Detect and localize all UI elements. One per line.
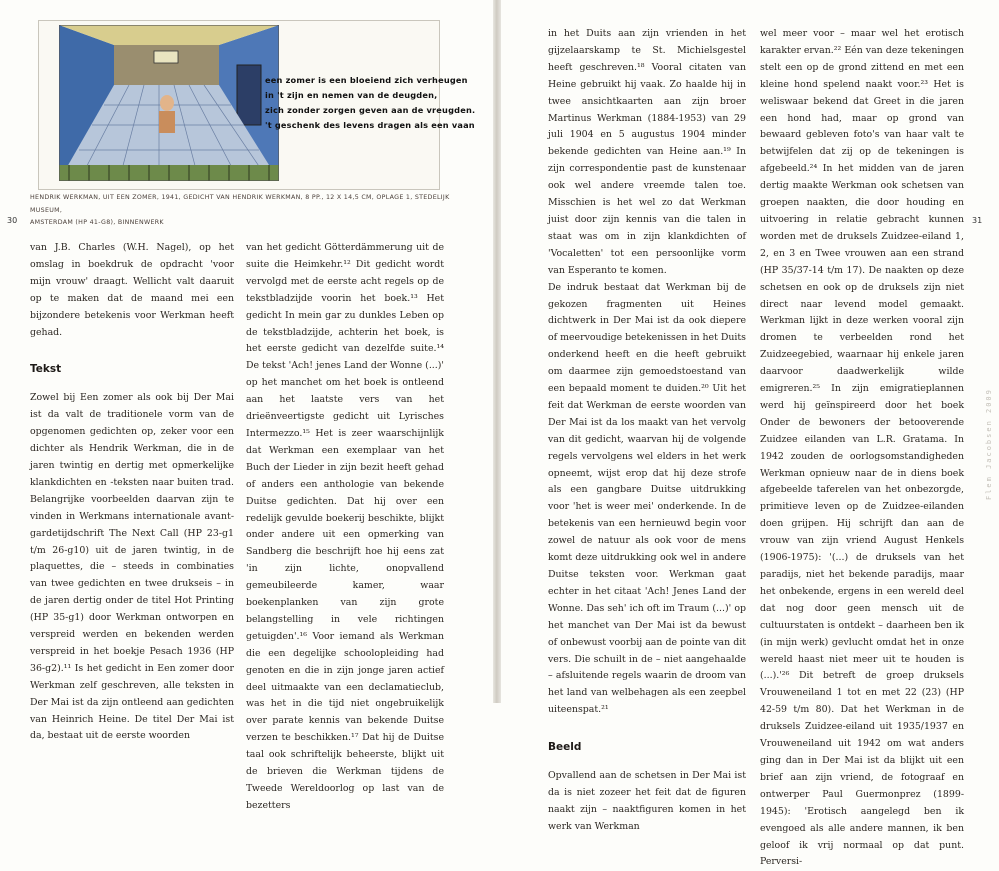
poem-line: 't geschenk des levens dragen als een vaan	[265, 120, 475, 130]
poem-line: zich zonder zorgen geven aan de vreugden.	[265, 105, 476, 115]
left-page-column-1	[30, 240, 234, 745]
paragraph: Opvallend aan de schetsen in Der Mai ist da is niet zozeer het feit dat de figuren naakt zijn – naaktfiguren komen in het werk van Werkman	[548, 770, 746, 832]
paragraph: Zowel bij Een zomer als ook bij Der Mai ist da valt de traditionele vorm van de opgenomen gedichten op, zeker voor een dichter als Hendrik Werkman, die in de jaren twintig en dertig met opmerkelijke klankdichten en -teksten naar buiten trad. Belangrijke voorbeelden daarvan zijn te vinden in Werkmans internationale avant-gardetijdschrift The Next Call (HP 23-g1 t/m 26-g10) uit de jaren twintig, in de plaquettes, die – steeds in combinaties van twee gedichten en twee drukseis – in de jaren dertig onder de titel Hot Printing (HP 35-g1) door Werkman ontworpen en verspreid werden en bekenden werden verspreid in het boekje Pesach 1936 (HP 36-g2).¹¹ Is het gedicht in Een zomer door Werkman zelf geschreven, alle teksten in Der Mai ist da zijn ontleend aan gedichten van Heinrich Heine. De titel Der Mai ist da, bestaat uit de eerste woorden	[30, 392, 234, 742]
figure-spread	[38, 20, 476, 190]
paragraph: wel meer voor – maar wel het erotisch karakter ervan.²² Eén van deze tekeningen stelt een op de grond zittend en met een kleine hond spelend naakt voor.²³ Het is weliswaar bekend dat Greet in die jaren een hond had, maar op grond van bewaard gebleven foto's van haar valt te betwijfelen dat zij op de tekeningen is afgebeeld.²⁴ In het midden van de jaren dertig maakte Werkman ook schetsen van groepen naakten, die door houding en uitvoering in relatie gebracht kunnen worden met de druksels Zuidzee-eiland 1, 2, en 3 en Twee vrouwen aan een strand (HP 35/37-14 t/m 17). De naakten op deze schetsen en ook op de druksels zijn niet direct naar levend model gemaakt. Werkman lijkt in deze werken vooral zijn dromen te verbeelden rond het Zuidzeegebied, waarnaar hij enkele jaren daarvoor daadwerkelijk wilde emigreren.²⁵ In zijn emigratieplannen werd hij geïnspireerd door het boek Onder de bewoners der betooverende Zuidzee eilanden van L.R. Gratama. In 1942 zouden de oorlogsomstandigheden Werkman opnieuw naar de in diens boek afgebeelde taferelen van het onbezorgde, primitieve leven op de Zuidzee-eilanden doen grijpen. Hij schrijft dan aan de vrouw van zijn vriend August Henkels (1906-1975): '(...) de druksels van het paradijs, niet het bekende paradijs, maar het onbekende, ergens in een wereld deel dat nog door geen mensch uit de cultuurstaten is ontdekt – daarheen ben ik (in mijn werk) gevlucht omdat het in onze wereld haast niet meer uit te houden is (...).'²⁶ Dit betreft de groep druksels Vrouweneiland 1 tot en met 22 (23) (HP 42-59 t/m 80). Dat het Werkman in de druksels Zuidzee-eiland uit 1935/1937 en Vrouweneiland uit 1942 om wat anders ging dan in Der Mai ist da blijkt uit een brief aan zijn vriend, de fotograaf en ontwerper Paul Guermonprez (1899-1945): 'Erotisch aangelegd ben ik evengoed als alle andere mannen, ik ben geloof ik vrij normaal op dat punt. Perversi-	[760, 28, 964, 868]
poem-line: in 't zijn en nemen van de deugden,	[265, 90, 438, 100]
section-heading-beeld: Beeld	[548, 741, 582, 754]
page-number-right: 31	[972, 216, 983, 225]
right-page-column-1	[548, 26, 746, 836]
paragraph: in het Duits aan zijn vrienden in het gijzelaarskamp te St. Michielsgestel heeft geschreven.¹⁸ Vooral citaten van Heine gebruikt hij vaak. Zo haalde hij in twee ansichtkaarten aan zijn broer Martinus Werkman (1884-1953) van 29 juli 1904 en 5 augustus 1904 minder bekende gedichten van Heine aan.¹⁹ In zijn correspondentie past de kunstenaar ook wel andere vreemde talen toe. Misschien is het wel zo dat Werkman juist door zijn kennis van die talen in staat was om in zijn klankdichten of 'Vocaletten' tot een persoonlijke vorm van Esperanto te komen.	[548, 28, 746, 276]
paragraph: van het gedicht Götterdämmerung uit de suite die Heimkehr.¹² Dit gedicht wordt vervolgd met de eerste acht regels op de tekstbladzijde voorin het boek.¹³ Het gedicht In mein gar zu dunkles Leben op de tekstbladzijde, achterin het boek, is het eerste gedicht van dezelfde suite.¹⁴ De tekst 'Ach! jenes Land der Wonne (...)' op het manchet om het boek is ontleend aan het laatste vers van het drieënveertigste gedicht uit Lyrisches Intermezzo.¹⁵ Het is zeer waarschijnlijk dat Werkman een exemplaar van het Buch der Lieder in zijn bezit heeft gehad of anders een anthologie van bekende Duitse gedichten. Dat hij over een redelijk gevulde boekerij beschikte, blijkt onder andere uit een opmerking van Sandberg die beschrijft hoe hij eens zat 'in zijn lichte, onopvallend gemeubileerde kamer, waar boekenplanken van zijn grote belangstelling in vele richtingen getuigden'.¹⁶ Voor iemand als Werkman die een degelijke schoolopleiding had genoten en die in zijn jonge jaren actief deel uitmaakte van een declamatieclub, was het in die tijd niet ongebruikelijk over parate kennis van bekende Duitse verzen te beschikken.¹⁷ Dat hij de Duitse taal ook schriftelijk beheerste, blijkt uit de brieven die Werkman tijdens de Tweede Wereldoorlog op last van de bezetters	[246, 242, 444, 811]
side-stamp: Flem Jacobsen 2009	[985, 388, 993, 500]
page-number-left: 30	[7, 216, 18, 225]
section-heading-tekst: Tekst	[30, 363, 62, 376]
poem-text	[265, 73, 476, 133]
caption-line: HENDRIK WERKMAN, UIT EEN ZOMER, 1941, GEDICHT VAN HENDRIK WERKMAN, 8 PP., 12 X 14,5 CM, OPLAGE 1, STEDELIJK MUSEUM,	[30, 194, 450, 214]
paragraph: De indruk bestaat dat Werkman bij de gekozen fragmenten uit Heines dichtwerk in Der Mai ist da ook diepere of meervoudige betekenissen in het Duits onderkend heeft en die heeft gebruikt om daarmee zijn gemoedstoestand van een bepaald moment te duiden.²⁰ Uit het feit dat Werkman de eerste woorden van Der Mai ist da los maakt van het vervolg van dit gedicht, waarvan hij de volgende regels vervolgens wel elders in het werk opneemt, wijst erop dat hij deze strofe als een gangbare Duitse uitdrukking voor 'het is weer mei' onderkende. In de betekenis van een hernieuwd begin voor zowel de natuur als ook voor de mens komt deze uitdrukking ook wel in andere Duitse teksten voor. Werkman gaat echter in het citaat 'Ach! Jenes Land der Wonne. Das seh' ich oft im Traum (...)' op het manchet van Der Mai ist da bewust of onbewust voorbij aan de pointe van dit vers. Die schuilt in de – niet aangehaalde – afsluitende regels waarin de droom van het land van welbehagen als een zeepbel uiteenspat.²¹	[548, 281, 746, 716]
poem-line: een zomer is een bloeiend zich verheugen	[265, 75, 468, 85]
figure-caption	[30, 192, 475, 230]
paragraph: van J.B. Charles (W.H. Nagel), op het omslag in boekdruk de opdracht 'voor mijn vrouw' draagt. Wellicht valt daaruit op te maken dat de maand mei een bijzondere betekenis voor Werkman heeft gehad.	[30, 242, 234, 338]
interior-drawing	[59, 25, 279, 181]
caption-line: AMSTERDAM (HP 41-G8), BINNENWERK	[30, 219, 164, 226]
book-spine	[493, 0, 501, 703]
left-page-column-2	[246, 240, 444, 815]
right-page-column-2	[760, 26, 964, 871]
